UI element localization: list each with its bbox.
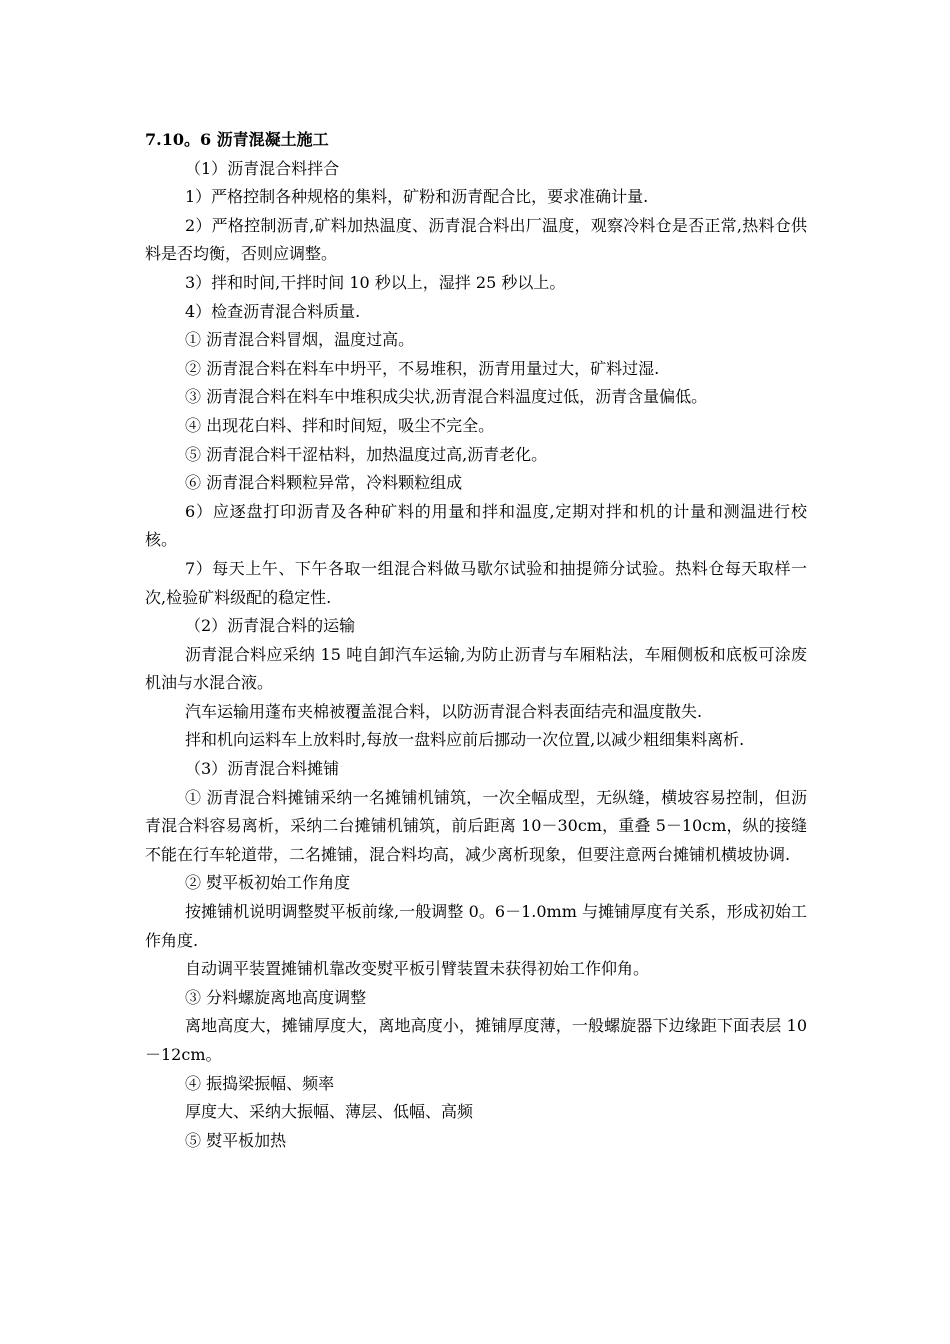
list-item: ③ 分料螺旋离地高度调整 [185,987,367,1007]
document-page [145,126,807,1155]
subsection-heading: （3）沥青混合料摊铺 [185,759,340,779]
paragraph: 6）应逐盘打印沥青及各种矿料的用量和拌和温度,定期对拌和机的计量和测温进行校核。 [145,501,807,550]
list-item: ④ 振捣梁振幅、频率 [185,1073,335,1093]
paragraph: 沥青混合料应采纳 15 吨自卸汽车运输,为防止沥青与车厢粘法，车厢侧板和底板可涂废机油与水混合液。 [145,644,807,693]
paragraph: 2）严格控制沥青,矿料加热温度、沥青混合料出厂温度，观察冷料仓是否正常,热料仓供料是否均衡，否则应调整。 [145,215,807,264]
list-item: ⑤ 熨平板加热 [185,1130,287,1150]
paragraph: 厚度大、采纳大振幅、薄层、低幅、高频 [185,1102,474,1122]
list-item: ① 沥青混合料冒烟，温度过高。 [185,330,415,350]
paragraph: 汽车运输用蓬布夹棉被覆盖混合料，以防沥青混合料表面结壳和温度散失. [185,701,703,721]
subsection-heading: （1）沥青混合料拌合 [185,158,340,178]
list-item: ⑤ 沥青混合料干涩枯料，加热温度过高,沥青老化。 [185,444,548,464]
paragraph: 拌和机向运料车上放料时,每放一盘料应前后挪动一次位置,以减少粗细集料离析. [185,730,745,750]
paragraph: 自动调平装置摊铺机靠改变熨平板引臂装置未获得初始工作仰角。 [185,959,650,979]
paragraph: 1）严格控制各种规格的集料，矿粉和沥青配合比，要求准确计量. [185,187,649,207]
paragraph: 3）拌和时间,干拌时间 10 秒以上，湿拌 25 秒以上。 [185,272,566,292]
list-item: ④ 出现花白料、拌和时间短，吸尘不完全。 [185,415,495,435]
list-item: ⑥ 沥青混合料颗粒异常，冷料颗粒组成 [185,473,463,493]
paragraph: 按摊铺机说明调整熨平板前缘,一般调整 0。6－1.0mm 与摊铺厚度有关系，形成初始工作角度. [145,902,807,950]
paragraph: 4）检查沥青混合料质量. [185,301,361,321]
list-item: ③ 沥青混合料在料车中堆积成尖状,沥青混合料温度过低，沥青含量偏低。 [185,387,708,407]
paragraph: ① 沥青混合料摊铺采纳一名摊铺机铺筑，一次全幅成型，无纵缝，横坡容易控制，但沥青混合料容易离析，采纳二台摊铺机铺筑，前后距离 10－30cm，重叠 5－10cm，纵的接缝不能在行车轮道带，二名摊铺，混合料均高，减少离析现象，但要注意两台摊铺机横坡协调. [145,787,807,864]
subsection-heading: （2）沥青混合料的运输 [185,616,356,636]
list-item: ② 熨平板初始工作角度 [185,873,351,893]
section-heading: 7.10。6 沥青混凝土施工 [145,130,329,149]
paragraph: 7）每天上午、下午各取一组混合料做马歇尔试验和抽提筛分试验。热料仓每天取样一次,检验矿料级配的稳定性. [145,558,807,607]
list-item: ② 沥青混合料在料车中坍平，不易堆积，沥青用量过大，矿料过湿. [185,358,660,378]
paragraph: 离地高度大，摊铺厚度大，离地高度小，摊铺厚度薄，一般螺旋器下边缘距下面表层 10－12cm。 [145,1016,807,1064]
